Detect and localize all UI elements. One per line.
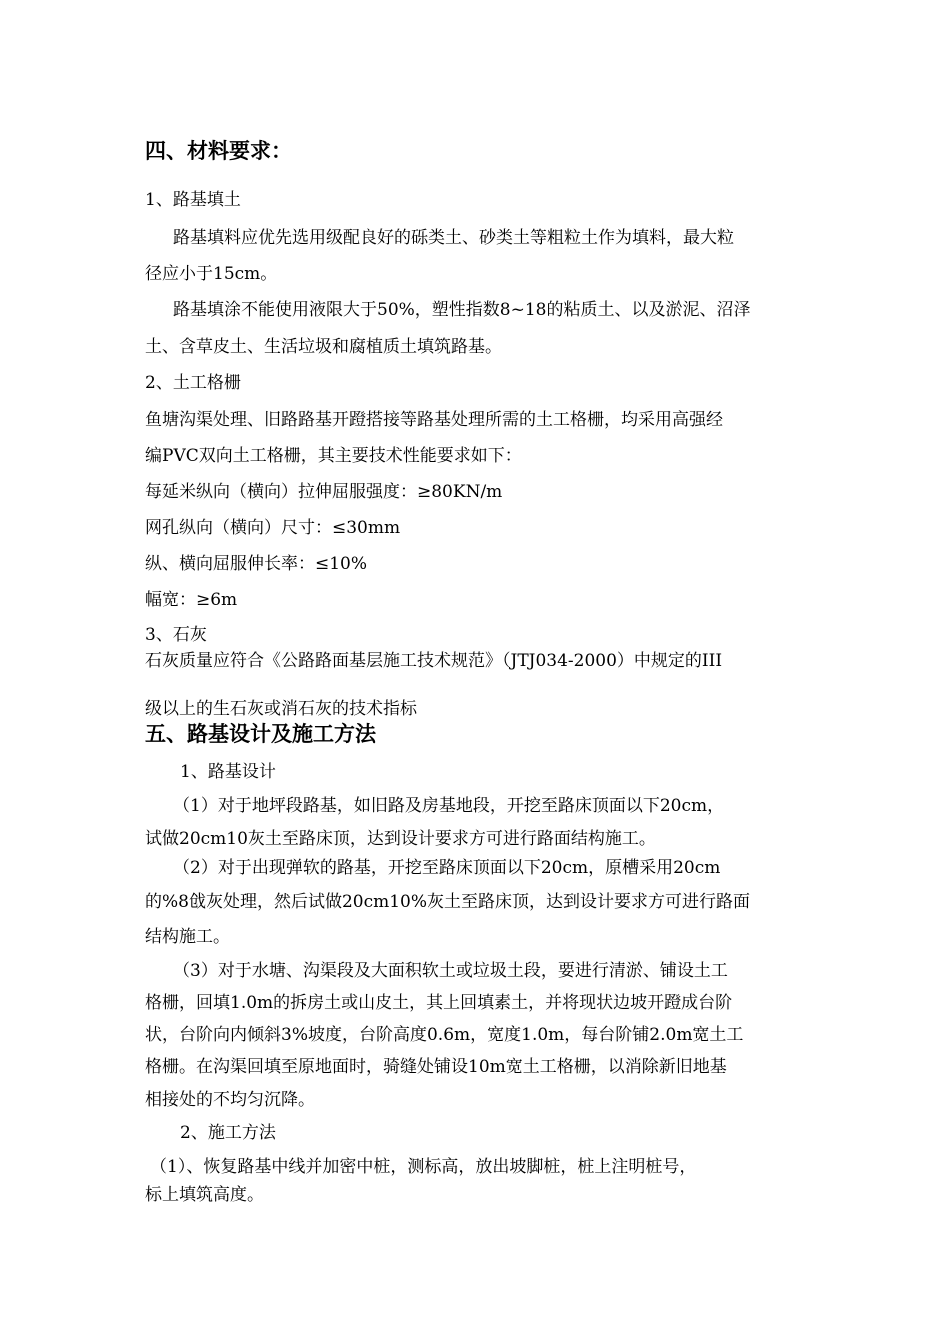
subheading: 1、路基设计	[180, 762, 276, 782]
paragraph-line: 结构施工。	[145, 927, 230, 947]
paragraph-line: 土、含草皮土、生活垃圾和腐植质土填筑路基。	[145, 337, 502, 357]
paragraph-line: （1）、恢复路基中线并加密中桩，测标高，放出坡脚桩，桩上注明桩号，	[150, 1157, 697, 1177]
paragraph-line: 格栅。在沟渠回填至原地面时，骑缝处铺设10m宽土工格栅，以消除新旧地基	[145, 1057, 727, 1077]
spec-line: 纵、横向屈服伸长率：≤10%	[145, 554, 368, 574]
spec-line: 网孔纵向（横向）尺寸：≤30mm	[145, 518, 401, 538]
paragraph-line: 状，台阶向内倾斜3%坡度，台阶高度0.6m，宽度1.0m，每台阶铺2.0m宽土工	[145, 1025, 744, 1045]
paragraph-line: 标上填筑高度。	[145, 1185, 264, 1205]
spec-line: 幅宽：≥6m	[145, 590, 238, 610]
paragraph-line: 路基填料应优先选用级配良好的砾类土、砂类土等粗粒土作为填料，最大粒	[173, 228, 734, 248]
paragraph-line: 路基填涂不能使用液限大于50%，塑性指数8~18的粘质土、以及淤泥、沼泽	[173, 300, 751, 320]
paragraph-line: 格栅，回填1.0m的拆房土或山皮土，其上回填素土，并将现状边坡开蹬成台阶	[145, 993, 733, 1013]
paragraph-line: （2）对于出现弹软的路基，开挖至路床顶面以下20cm，原槽采用20cm	[173, 858, 721, 878]
paragraph-line: 石灰质量应符合《公路路面基层施工技术规范》（JTJ034-2000）中规定的III	[145, 651, 723, 671]
spec-line: 每延米纵向（横向）拉伸屈服强度：≥80KN/m	[145, 482, 503, 502]
paragraph-line: 鱼塘沟渠处理、旧路路基开蹬搭接等路基处理所需的土工格栅，均采用高强经	[145, 410, 723, 430]
subheading: 1、路基填土	[145, 190, 241, 210]
section-heading: 四、材料要求：	[145, 139, 292, 163]
subheading: 2、施工方法	[180, 1123, 276, 1143]
paragraph-line: 径应小于15cm。	[145, 264, 278, 284]
subheading: 2、土工格栅	[145, 373, 241, 393]
subheading: 3、石灰	[145, 625, 207, 645]
paragraph-line: （1）对于地坪段路基，如旧路及房基地段，开挖至路床顶面以下20cm，	[173, 796, 725, 816]
paragraph-line: 试做20cm10灰土至路床顶，达到设计要求方可进行路面结构施工。	[145, 829, 656, 849]
section-heading: 五、路基设计及施工方法	[145, 722, 376, 746]
paragraph-line: 编PVC双向土工格栅，其主要技术性能要求如下：	[145, 446, 522, 466]
paragraph-line: 级以上的生石灰或消石灰的技术指标	[145, 699, 417, 719]
paragraph-line: （3）对于水塘、沟渠段及大面积软土或垃圾土段，要进行清淤、铺设土工	[173, 961, 728, 981]
paragraph-line: 相接处的不均匀沉降。	[145, 1090, 315, 1110]
paragraph-line: 的%8戗灰处理，然后试做20cm10%灰土至路床顶，达到设计要求方可进行路面	[145, 892, 751, 912]
